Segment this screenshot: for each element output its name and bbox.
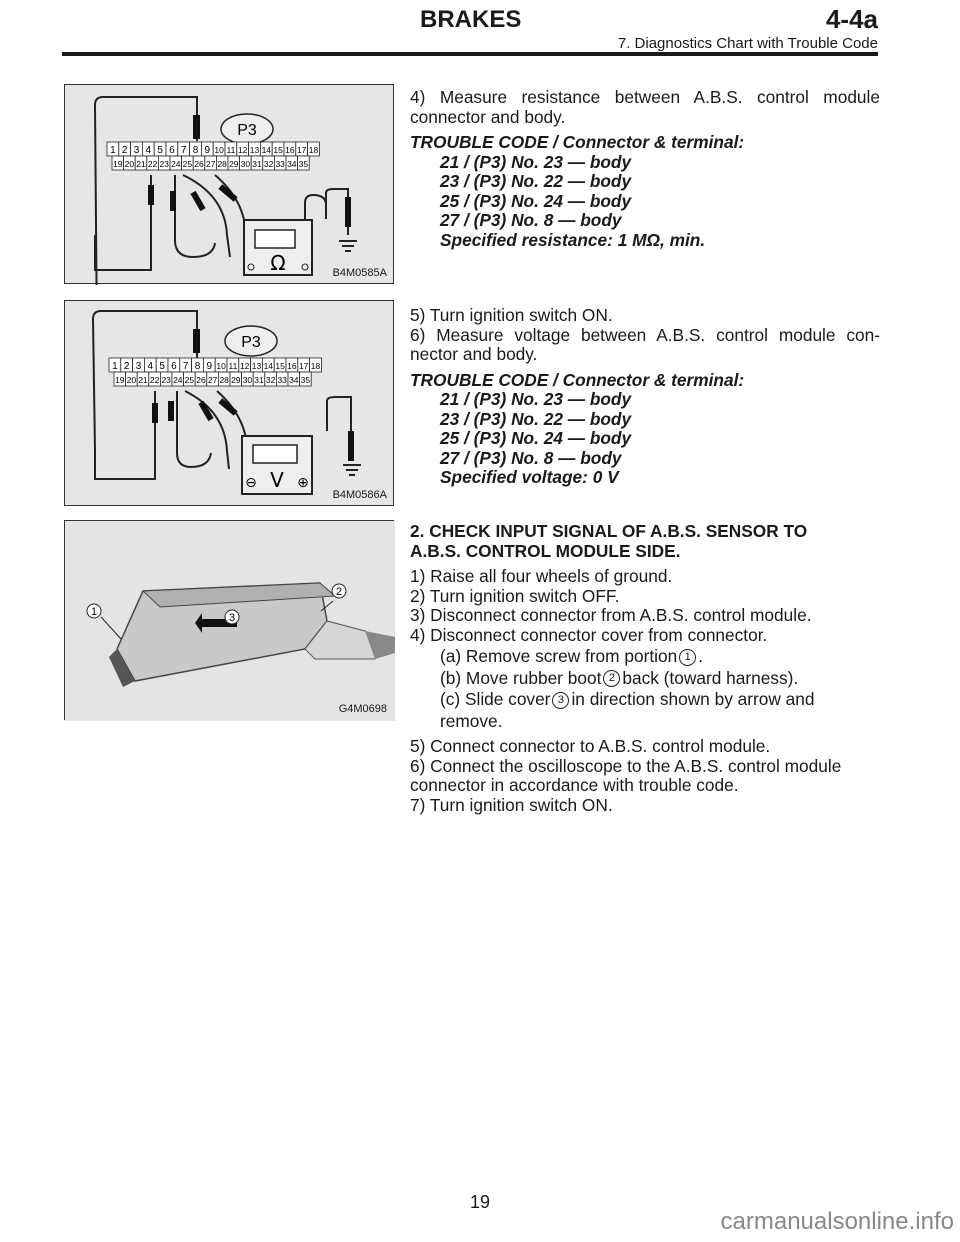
- pin-number: 15: [275, 361, 285, 371]
- pin-number: 4: [145, 145, 152, 156]
- code-line: 25 / (P3) No. 24 — body: [440, 428, 632, 448]
- pin-number: 7: [180, 145, 187, 156]
- pin-number: 28: [217, 159, 227, 169]
- code-line: 27 / (P3) No. 8 — body: [440, 447, 622, 468]
- pin-number: 31: [254, 375, 264, 385]
- pin-number: 32: [265, 375, 276, 385]
- pin-number: 16: [285, 145, 295, 155]
- pins-top-row: [107, 142, 319, 156]
- pin-number: 26: [194, 159, 204, 169]
- pin-number: 2: [121, 145, 128, 156]
- step-7: 7) Turn ignition switch ON.: [410, 794, 613, 815]
- pin-number: 33: [275, 159, 285, 169]
- figure-connector-cover: [64, 520, 394, 720]
- figure-voltage: [64, 300, 394, 506]
- pin-number: 1: [112, 361, 118, 372]
- step-5: 5) Connect connector to A.B.S. control module.: [410, 736, 771, 756]
- pin-number: 4: [147, 361, 154, 372]
- pin-number: 35: [298, 159, 309, 169]
- volt-symbol: V: [270, 468, 284, 492]
- voltage-diagram: [65, 301, 395, 507]
- pin-number: 17: [298, 361, 309, 371]
- specified-voltage: Specified voltage: 0 V: [440, 467, 619, 487]
- substep-c-text: (c) Slide cover: [440, 689, 551, 709]
- pin-number: 27: [207, 375, 218, 385]
- connector-label: P3: [241, 334, 261, 351]
- pin-number: 24: [171, 159, 181, 169]
- pin-number: 20: [124, 159, 135, 169]
- pin-number: 6: [171, 361, 177, 372]
- figure-resistance: [64, 84, 394, 284]
- pin-number: 25: [182, 159, 193, 169]
- substep-c-end: in direction shown by arrow and: [571, 689, 815, 709]
- page-number: 19: [469, 1192, 491, 1212]
- pin-number: 11: [228, 361, 238, 371]
- pin-number: 15: [273, 145, 283, 155]
- code-line: 27 / (P3) No. 8 — body: [440, 210, 622, 230]
- step-6: 6) Connect the oscilloscope to the A.B.S. control module: [410, 755, 842, 776]
- pin-number: 14: [261, 145, 272, 155]
- code-line: 23 / (P3) No. 22 — body: [440, 171, 632, 191]
- code-line: 23 / (P3) No. 22 — body: [440, 408, 632, 429]
- check-heading-cont: A.B.S. CONTROL MODULE SIDE.: [410, 540, 681, 561]
- callout-2: 2: [335, 586, 343, 598]
- figure-code: G4M0698: [338, 703, 387, 715]
- text-block-resistance: [410, 88, 880, 250]
- pin-number: 20: [126, 375, 137, 385]
- step-4: 4) Disconnect connector cover from connector.: [410, 624, 768, 645]
- step-2: 2) Turn ignition switch OFF.: [410, 585, 620, 606]
- pin-number: 31: [252, 159, 262, 169]
- figure-code: B4M0586A: [332, 489, 387, 501]
- pin-number: 2: [123, 361, 130, 372]
- pin-number: 30: [242, 375, 253, 385]
- pin-number: 28: [219, 375, 229, 385]
- pin-number: 5: [157, 145, 163, 156]
- code-line: 25 / (P3) No. 24 — body: [440, 190, 632, 211]
- pin-number: 35: [300, 375, 311, 385]
- pin-number: 10: [216, 361, 226, 371]
- figure-code: B4M0585A: [332, 267, 387, 279]
- header-section: BRAKES: [420, 6, 522, 33]
- pin-number: 21: [136, 159, 146, 169]
- pin-number: 9: [204, 145, 211, 156]
- pin-number: 12: [237, 145, 248, 155]
- number-2-badge: 2: [603, 670, 620, 687]
- pin-number: 13: [251, 361, 262, 371]
- substep-c: [410, 690, 880, 710]
- header-rule: [62, 52, 878, 56]
- step-5-ignition-on: 5) Turn ignition switch ON.: [410, 305, 613, 325]
- minus-terminal: ⊖: [245, 475, 257, 491]
- code-line: 21 / (P3) No. 23 — body: [440, 151, 632, 172]
- substep-a: [410, 647, 880, 667]
- pin-number: 1: [110, 145, 116, 156]
- pin-number: 3: [133, 145, 140, 156]
- pin-number: 19: [113, 159, 123, 169]
- pin-number: 7: [182, 361, 189, 372]
- pin-number: 9: [206, 361, 213, 372]
- connector-cover-photo: [65, 521, 395, 721]
- pin-number: 14: [263, 361, 274, 371]
- pin-number: 18: [310, 361, 321, 371]
- pin-number: 23: [161, 375, 171, 385]
- pin-number: 27: [205, 159, 216, 169]
- substep-b-text: (b) Move rubber boot: [440, 667, 602, 688]
- pin-number: 11: [226, 145, 236, 155]
- step-6-cont: connector in accordance with trouble code.: [410, 775, 739, 795]
- check-heading: 2. CHECK INPUT SIGNAL OF A.B.S. SENSOR TO: [410, 521, 808, 541]
- pin-number: 34: [289, 375, 299, 385]
- pin-number: 8: [194, 361, 201, 372]
- pin-number: 6: [169, 145, 175, 156]
- step-4-resistance: 4) Measure resistance between A.B.S. control module connector and body.: [410, 87, 880, 127]
- trouble-code-heading: TROUBLE CODE / Connector & terminal:: [410, 132, 745, 152]
- pin-number: 29: [231, 375, 241, 385]
- pin-number: 25: [184, 375, 195, 385]
- text-block-input-signal: [410, 522, 880, 815]
- pin-number: 8: [192, 145, 199, 156]
- pins-bottom-row: [112, 156, 309, 170]
- text-block-voltage: [410, 306, 880, 488]
- pin-number: 12: [239, 361, 250, 371]
- connector-label: P3: [237, 122, 257, 139]
- pins-top-row: [109, 358, 321, 372]
- pin-number: 18: [308, 145, 319, 155]
- substep-b-end: back (toward harness).: [622, 667, 799, 688]
- step-1: 1) Raise all four wheels of ground.: [410, 566, 673, 586]
- pin-number: 10: [214, 145, 224, 155]
- pin-number: 23: [159, 159, 169, 169]
- substep-a-end: .: [698, 646, 704, 666]
- number-1-badge: 1: [679, 649, 696, 666]
- watermark: carmanualsonline.info: [720, 1208, 954, 1235]
- pin-number: 21: [138, 375, 148, 385]
- pin-number: 32: [263, 159, 274, 169]
- step-3: 3) Disconnect connector from A.B.S. control module.: [410, 605, 812, 625]
- substep-a-text: (a) Remove screw from portion: [440, 646, 678, 666]
- pin-number: 26: [196, 375, 206, 385]
- pin-number: 19: [115, 375, 125, 385]
- pin-number: 34: [287, 159, 297, 169]
- pin-number: 24: [173, 375, 183, 385]
- pin-number: 16: [287, 361, 297, 371]
- resistance-diagram: [65, 85, 395, 285]
- substep-b: [410, 669, 880, 689]
- step-6-measure-voltage: 6) Measure voltage between A.B.S. control module con-nector and body.: [410, 324, 880, 364]
- code-line: 21 / (P3) No. 23 — body: [440, 389, 632, 409]
- ohm-symbol: Ω: [270, 251, 286, 275]
- pin-number: 22: [147, 159, 158, 169]
- pin-number: 22: [149, 375, 160, 385]
- header-subtitle: 7. Diagnostics Chart with Trouble Code: [617, 35, 878, 52]
- pin-number: 29: [229, 159, 239, 169]
- pins-bottom-row: [114, 372, 311, 386]
- header-chapter: 4-4a: [825, 4, 878, 34]
- callout-1: 1: [90, 606, 98, 618]
- pin-number: 30: [240, 159, 251, 169]
- pin-number: 13: [249, 145, 260, 155]
- trouble-code-heading: TROUBLE CODE / Connector & terminal:: [410, 369, 745, 390]
- number-3-badge: 3: [552, 692, 569, 709]
- specified-resistance: Specified resistance: 1 MΩ, min.: [440, 229, 706, 250]
- substep-c-cont: remove.: [440, 710, 503, 731]
- pin-number: 33: [277, 375, 287, 385]
- pin-number: 5: [159, 361, 165, 372]
- pin-number: 3: [135, 361, 142, 372]
- pin-number: 17: [296, 145, 307, 155]
- callout-3: 3: [228, 612, 236, 624]
- plus-terminal: ⊕: [297, 475, 309, 491]
